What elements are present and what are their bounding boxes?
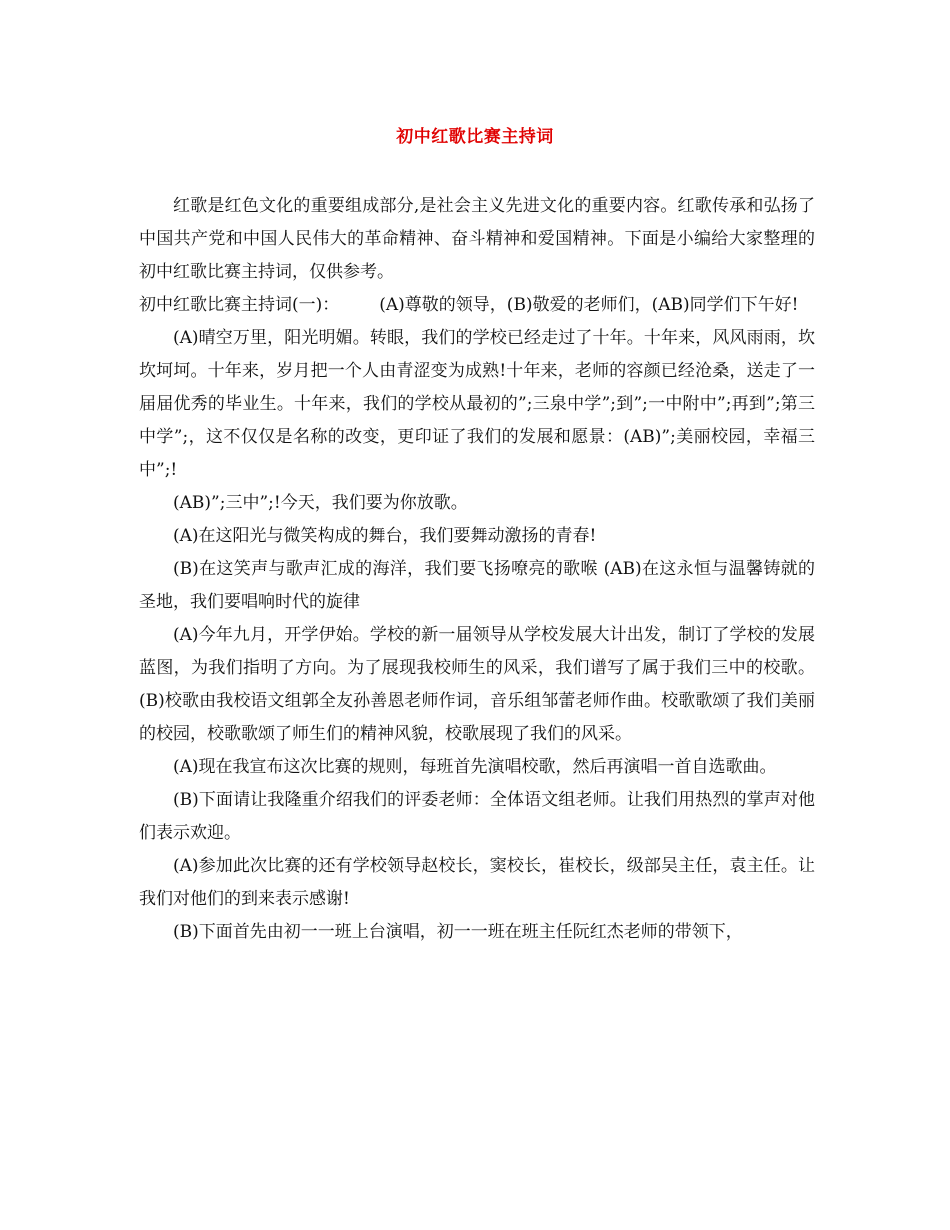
document-body	[139, 190, 815, 949]
paragraph-3: (A)在这阳光与微笑构成的舞台，我们要舞动激扬的青春!	[173, 526, 597, 546]
paragraph-2: (AB)”;三中”;!今天，我们要为你放歌。	[173, 493, 468, 513]
section-heading: 初中红歌比赛主持词(一)：	[139, 295, 340, 315]
section-opening-paragraph	[139, 289, 815, 322]
intro-paragraph: 红歌是红色文化的重要组成部分,是社会主义先进文化的重要内容。红歌传承和弘扬了中国共产党和中国人民伟大的革命精神、奋斗精神和爱国精神。下面是小编给大家整理的初中红歌比赛主持词，仅供参考。	[139, 196, 815, 282]
paragraph-4: (B)在这笑声与歌声汇成的海洋，我们要飞扬嘹亮的歌喉 (AB)在这永恒与温馨铸就的圣地，我们要唱响时代的旋律	[139, 559, 815, 612]
paragraph-5: (A)今年九月，开学伊始。学校的新一届领导从学校发展大计出发，制订了学校的发展蓝图，为我们指明了方向。为了展现我校师生的风采，我们谱写了属于我们三中的校歌。(B)校歌由我校语文组郭全友孙善恩老师作词，音乐组邹蕾老师作曲。校歌歌颂了我们美丽的校园，校歌歌颂了师生们的精神风貌，校歌展现了我们的风采。	[139, 625, 815, 744]
paragraph-7: (B)下面请让我隆重介绍我们的评委老师：全体语文组老师。让我们用热烈的掌声对他们表示欢迎。	[139, 790, 815, 843]
paragraph-6: (A)现在我宣布这次比赛的规则，每班首先演唱校歌，然后再演唱一首自选歌曲。	[173, 757, 777, 777]
paragraph-1: (A)晴空万里，阳光明媚。转眼，我们的学校已经走过了十年。十年来，风风雨雨，坎坎坷坷。十年来，岁月把一个人由青涩变为成熟!十年来，老师的容颜已经沧桑，送走了一届届优秀的毕业生。十年来，我们的学校从最初的”;三泉中学”;到”;一中附中”;再到”;第三中学”;，这不仅仅是名称的改变，更印证了我们的发展和愿景：(AB)”;美丽校园，幸福三中”;!	[139, 328, 815, 480]
section-opening-text: (A)尊敬的领导，(B)敬爱的老师们，(AB)同学们下午好!	[379, 295, 799, 315]
paragraph-9: (B)下面首先由初一一班上台演唱，初一一班在班主任阮红杰老师的带领下，	[173, 922, 743, 942]
paragraph-8: (A)参加此次比赛的还有学校领导赵校长，窦校长，崔校长，级部吴主任，袁主任。让我们对他们的到来表示感谢!	[139, 856, 815, 909]
document-title: 初中红歌比赛主持词	[396, 127, 554, 147]
